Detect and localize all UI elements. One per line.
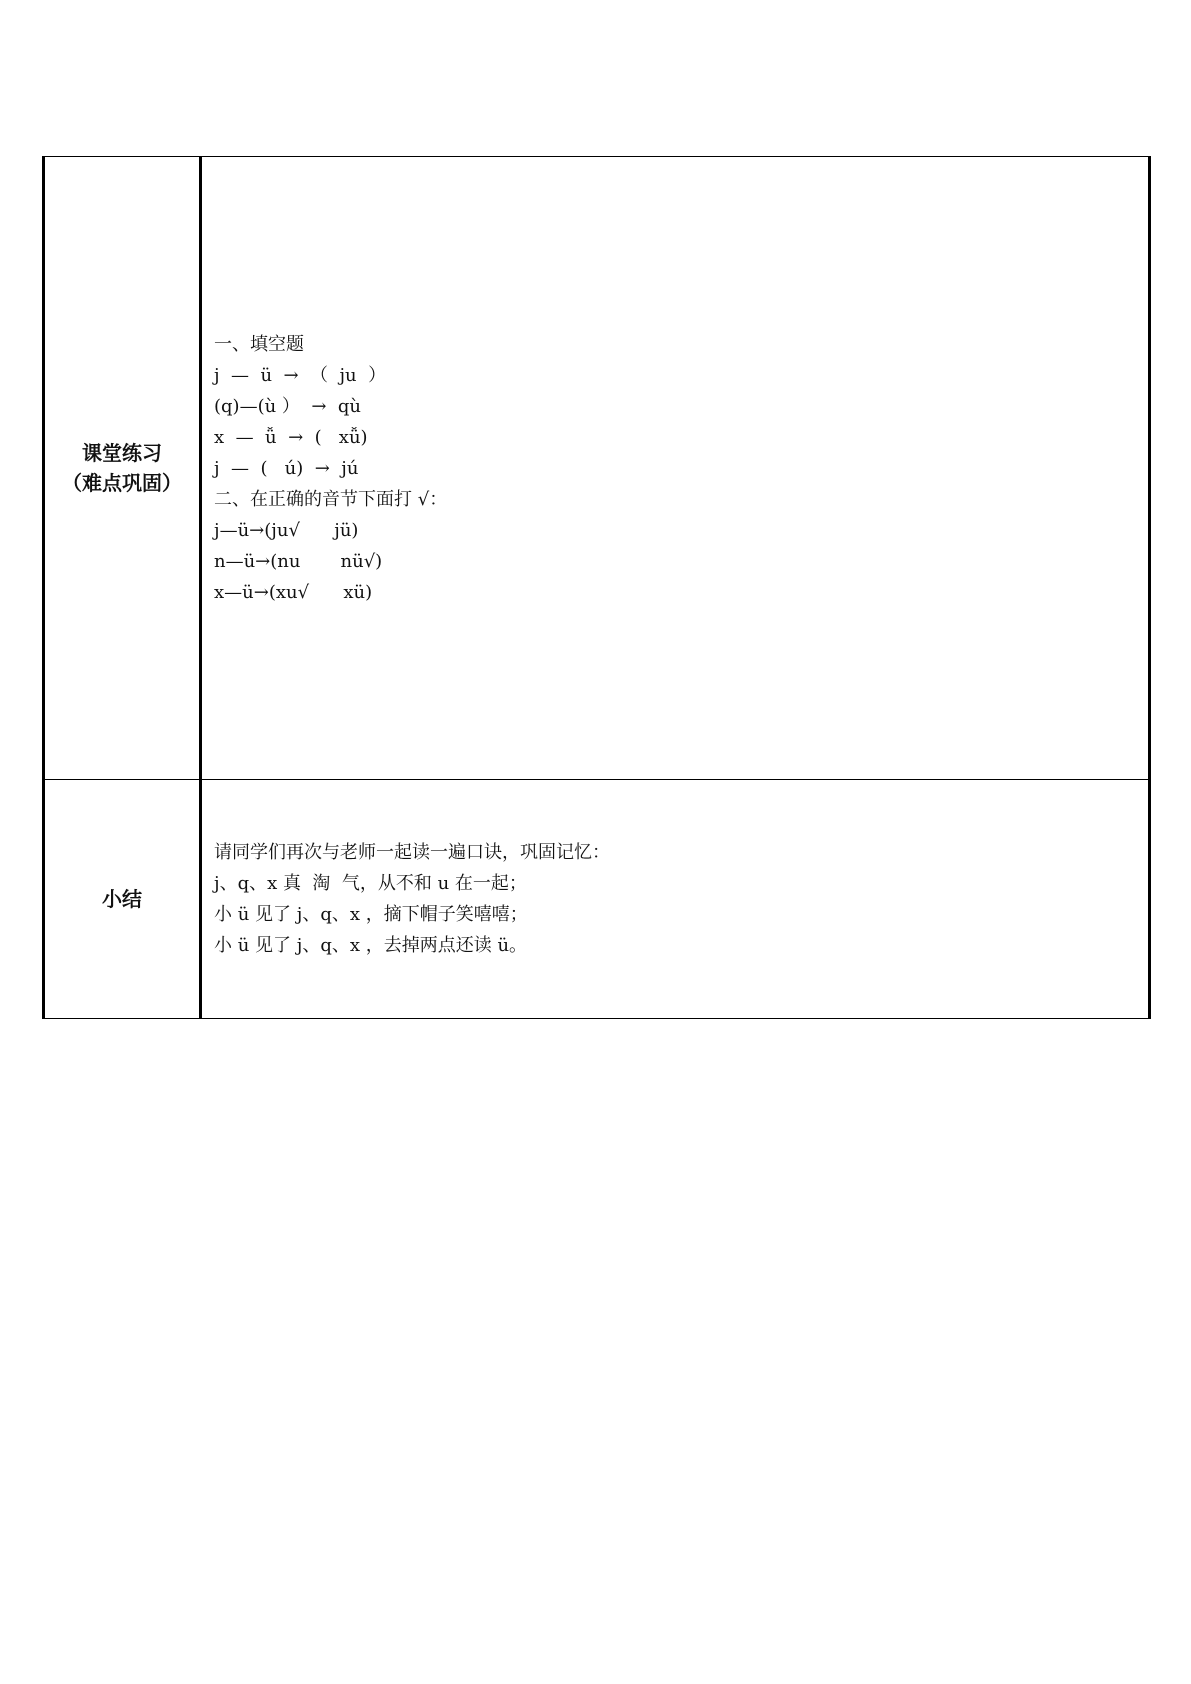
rhyme-line: j、q、x 真 淘 气，从不和 u 在一起；	[214, 873, 527, 894]
summary-intro: 请同学们再次与老师一起读一遍口诀，巩固记忆：	[214, 842, 610, 863]
summary-label: 小结	[102, 887, 142, 911]
section-heading-fill-blank: 一、填空题	[214, 333, 304, 355]
lesson-table	[42, 156, 1151, 1019]
rhyme-line: 小 ü 见了 j、q、x ，去掉两点还读 ü。	[214, 935, 528, 956]
exercise-line: j—ü→(ju√ jü)	[214, 519, 359, 541]
summary-row	[44, 780, 1150, 1019]
practice-label: 课堂练习	[82, 441, 162, 465]
exercise-line: x — ǚ → ( xǚ)	[214, 426, 368, 448]
practice-content-cell	[201, 157, 1150, 780]
summary-content-cell	[201, 780, 1150, 1019]
practice-row	[44, 157, 1150, 780]
exercise-line: j — ü → （ ju ）	[214, 364, 387, 386]
exercise-line: j — ( ú) → jú	[214, 457, 359, 479]
exercise-line: n—ü→(nu nü√)	[214, 550, 383, 572]
exercise-line: (q)—(ù ） → qù	[214, 395, 361, 417]
practice-sublabel: （难点巩固）	[62, 471, 182, 495]
summary-label-cell	[44, 780, 201, 1019]
practice-label-cell	[44, 157, 201, 780]
section-heading-check: 二、在正确的音节下面打 √：	[214, 488, 448, 510]
rhyme-line: 小 ü 见了 j、q、x ，摘下帽子笑嘻嘻；	[214, 904, 528, 925]
exercise-line: x—ü→(xu√ xü)	[214, 581, 373, 603]
